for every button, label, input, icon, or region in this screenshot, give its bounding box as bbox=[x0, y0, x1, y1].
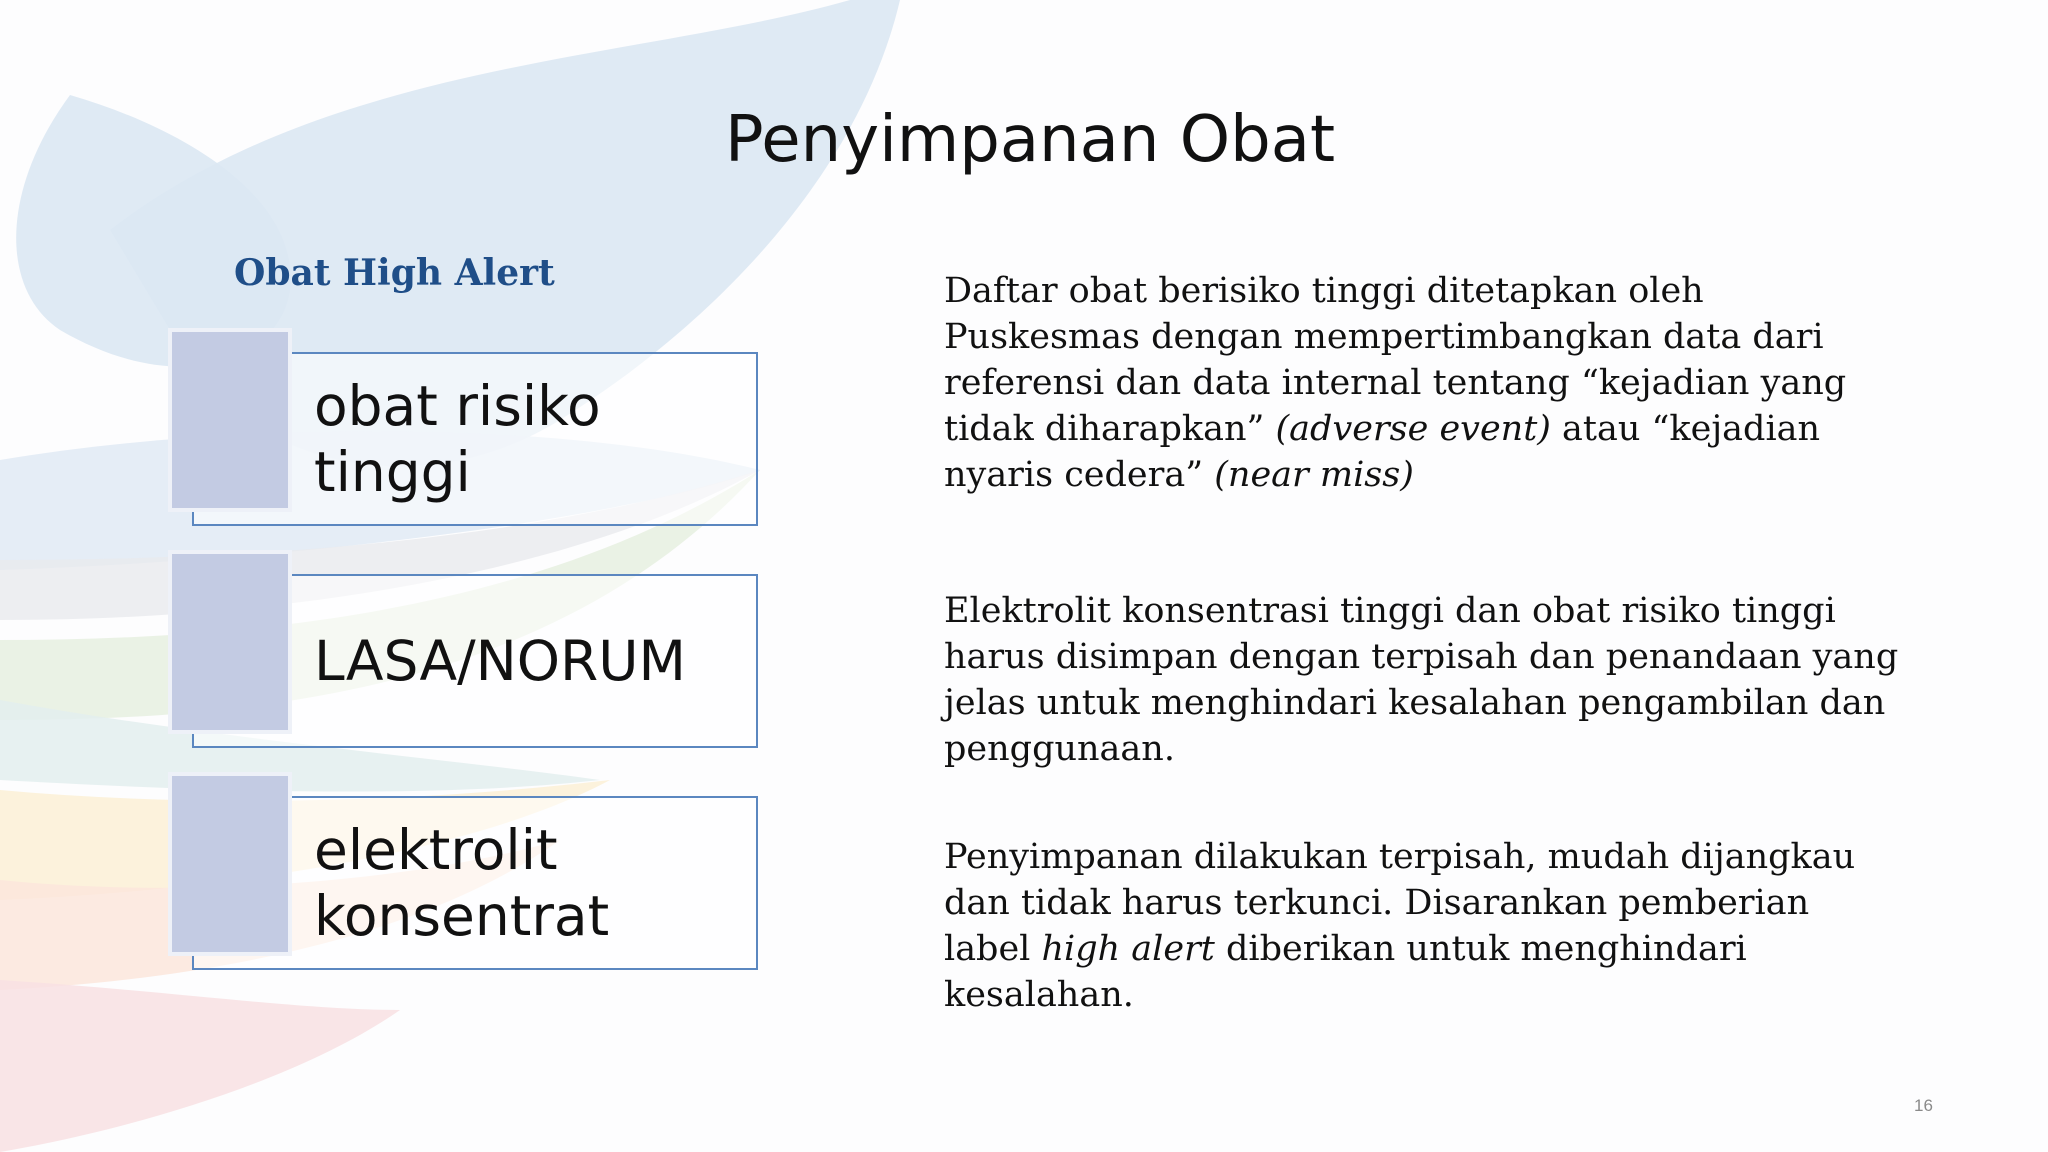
list-item-lasa-norum bbox=[168, 550, 760, 738]
paragraph-high-risk-list bbox=[944, 268, 1904, 498]
page-number: 16 bbox=[1914, 1096, 1933, 1115]
paragraph-text: Daftar obat berisiko tinggi ditetapkan oleh Puskesmas dengan mempertimbangkan data dari referensi dan data internal tentang “kejadian yang tidak diharapkan” bbox=[944, 271, 1847, 449]
section-subheading: Obat High Alert bbox=[234, 252, 555, 294]
item-accent-block bbox=[168, 772, 292, 956]
paragraph-storage-label bbox=[944, 834, 1904, 1018]
paragraph-text: atau “kejadian nyaris cedera” bbox=[944, 409, 1821, 495]
paragraph-text: Penyimpanan dilakukan terpisah, mudah dijangkau dan tidak harus terkunci. Disarankan pemberian label bbox=[944, 837, 1856, 969]
blue-swoosh-left bbox=[16, 95, 290, 367]
page-title: Penyimpanan Obat bbox=[724, 103, 1336, 177]
paragraph-electrolyte-storage bbox=[944, 588, 1904, 772]
item-accent-block bbox=[168, 550, 292, 734]
paragraph-emphasis: high alert bbox=[1041, 929, 1215, 969]
paragraph-emphasis: (adverse event) bbox=[1275, 409, 1551, 449]
list-item-electrolyte bbox=[168, 772, 760, 960]
item-label: elektrolit konsentrat bbox=[314, 818, 610, 948]
paragraph-text: diberikan untuk menghindari kesalahan. bbox=[944, 929, 1747, 1015]
item-label: LASA/NORUM bbox=[314, 629, 686, 693]
item-label: obat risiko tinggi bbox=[314, 374, 601, 504]
item-accent-block bbox=[168, 328, 292, 512]
list-item-high-risk bbox=[168, 328, 760, 516]
paragraph-emphasis: (near miss) bbox=[1214, 455, 1414, 495]
pink-swoosh bbox=[0, 980, 400, 1152]
paragraph-text: Elektrolit konsentrasi tinggi dan obat risiko tinggi harus disimpan dengan terpisah dan penandaan yang jelas untuk menghindari kesalahan pengambilan dan penggunaan. bbox=[944, 591, 1899, 769]
